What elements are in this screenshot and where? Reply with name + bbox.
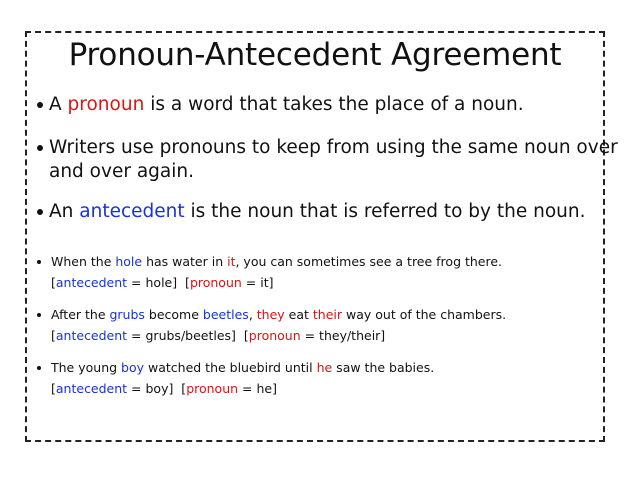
antecedent-point (37, 200, 602, 224)
example-text: When the hole has water in it, you can sometimes see a tree frog there. [antecedent = hole] [pronoun = it] (51, 254, 503, 290)
example-text: After the grubs become beetles, they eat their way out of the chambers. [antecedent = grubs/beetles] [pronoun = they/their] (51, 307, 507, 343)
example-item (37, 357, 602, 399)
slide-card (25, 31, 618, 442)
bullet-icon (37, 260, 41, 264)
page-title: Pronoun-Antecedent Agreement (68, 37, 562, 73)
point-text: A pronoun is a word that takes the place of a noun. (49, 94, 524, 115)
bullet-icon (37, 209, 43, 215)
example-item (37, 251, 602, 293)
bullet-icon (37, 102, 43, 108)
antecedent-term: antecedent (79, 201, 185, 222)
bullet-icon (37, 145, 43, 151)
example-item (37, 304, 602, 346)
definition-point (37, 93, 602, 117)
bullet-icon (37, 313, 41, 317)
point-text: An antecedent is the noun that is referred to by the noun. (49, 201, 586, 222)
example-text: The young boy watched the bluebird until he saw the babies. [antecedent = boy] [pronoun = he] (51, 360, 435, 396)
point-text: Writers use pronouns to keep from using the same noun over and over again. (49, 137, 618, 182)
purpose-point (37, 136, 618, 184)
bullet-icon (37, 366, 41, 370)
pronoun-term: pronoun (67, 94, 145, 115)
